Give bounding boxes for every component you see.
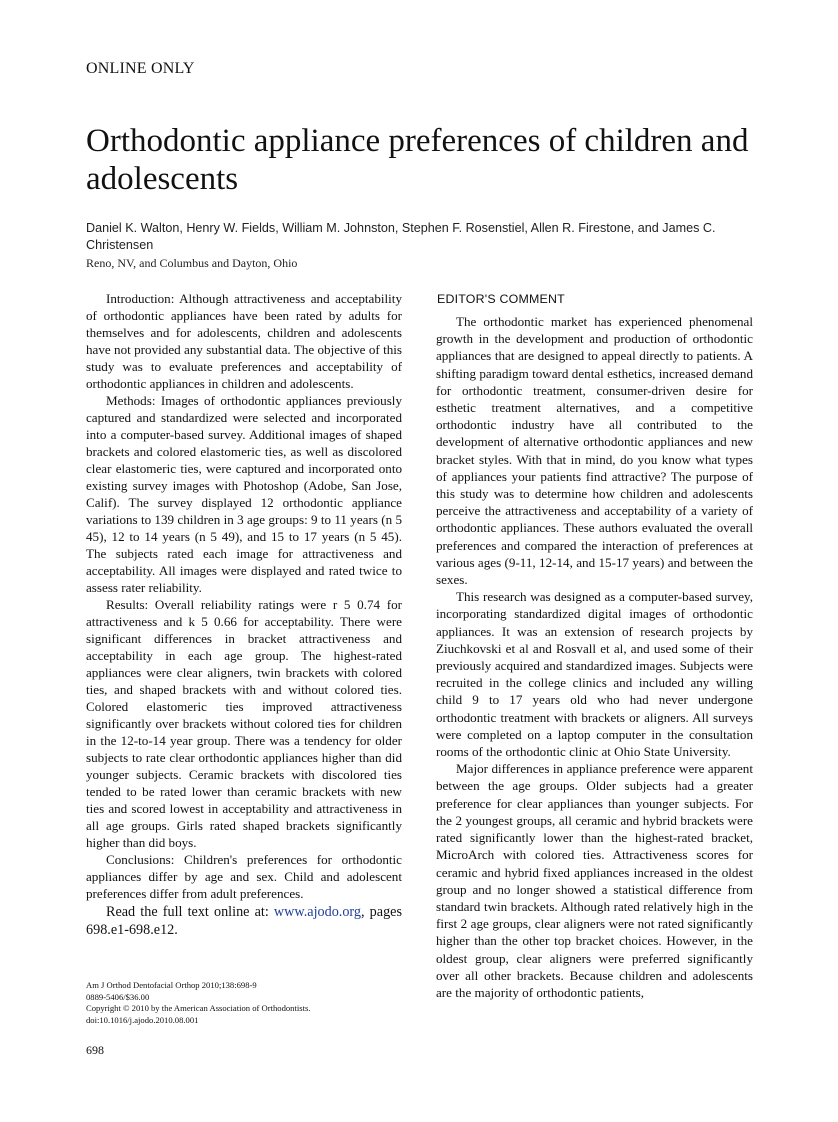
abstract-introduction: Introduction: Although attractiveness and acceptability of orthodontic appliances have been rated by adults for themselves and for adolescents, children and adolescents have not provided any substantial data. The objective of this study was to evaluate preferences and acceptability of orthodontic appliances in children and adolescents. bbox=[86, 291, 402, 391]
read-online-note bbox=[86, 903, 402, 939]
journal-citation: Am J Orthod Dentofacial Orthop 2010;138:698-9 bbox=[86, 980, 257, 990]
affiliation: Reno, NV, and Columbus and Dayton, Ohio bbox=[86, 256, 298, 270]
abstract-column bbox=[86, 290, 402, 939]
read-online-prefix: Read the full text online at: bbox=[106, 904, 274, 920]
section-label: ONLINE ONLY bbox=[86, 60, 195, 77]
editor-comment-heading: EDITOR'S COMMENT bbox=[437, 292, 565, 306]
author-list: Daniel K. Walton, Henry W. Fields, William M. Johnston, Stephen F. Rosenstiel, Allen R. Firestone, and James C. Christensen bbox=[86, 221, 716, 252]
page-number: 698 bbox=[86, 1043, 104, 1057]
issn: 0889-5406/$36.00 bbox=[86, 991, 150, 1002]
abstract-conclusions: Conclusions: Children's preferences for orthodontic appliances differ by age and sex. Child and adolescent preferences differ from adult preferences. bbox=[86, 852, 402, 901]
editor-paragraph: The orthodontic market has experienced phenomenal growth in the development and production of orthodontic appliances that are designed to appeal directly to patients. A shifting paradigm toward dental esthetics, increased demand for orthodontic treatment, consumer-driven desire for esthetic treatment alternatives, and a competitive orthodontic industry have all contributed to the development of alternative orthodontic appliances and new bracket styles. With that in mind, do you know what types of appliances your patients find attractive? The purpose of this study was to determine how children and adolescents perceive the attractiveness and acceptability of a variety of orthodontic appliances. These authors evaluated the overall preferences and compared the interaction of preferences at various ages (9-11, 12-14, and 15-17 years) and between the sexes. bbox=[436, 314, 753, 588]
abstract-methods: Methods: Images of orthodontic appliances previously captured and standardized were selected and incorporated into a computer-based survey. Additional images of shaped brackets and colored elastomeric ties, as well as discolored clear elastomeric ties, were captured and incorporated onto existing survey images with Photoshop (Adobe, San Jose, Calif). The survey displayed 12 orthodontic appliance variations to 139 children in 3 age groups: 9 to 11 years (n 5 45), 12 to 14 years (n 5 49), and 15 to 17 years (n 5 45). The subjects rated each image for attractiveness and acceptability. All images were displayed and rated twice to assess rater reliability. bbox=[86, 393, 402, 595]
editor-comment-column bbox=[436, 313, 753, 1001]
copyright: Copyright © 2010 by the American Association of Orthodontists. bbox=[86, 1003, 311, 1014]
article-title: Orthodontic appliance preferences of children and adolescents bbox=[86, 123, 749, 197]
editor-paragraph: Major differences in appliance preference were apparent between the age groups. Older subjects had a greater preference for clear appliances than younger subjects. For the 2 youngest groups, all ceramic and hybrid brackets were rated significantly lower than the highest-rated bracket, MicroArch with colored ties. Attractiveness scores for ceramic and hybrid fixed appliances increased in the oldest group and no longer showed a statistical difference from standard twin brackets. Although rated relatively high in the first 2 age groups, clear aligners were not rated significantly higher than the other top bracket choices. However, in the oldest group, clear aligners were preferred significantly over all other brackets. Because children and adolescents are the majority of orthodontic patients, bbox=[436, 761, 753, 1000]
read-online-suffix: , pages 698.e1-698.e12. bbox=[86, 904, 402, 938]
doi: doi:10.1016/j.ajodo.2010.08.001 bbox=[86, 1014, 199, 1025]
editor-paragraph: This research was designed as a computer-based survey, incorporating standardized digital images of orthodontic appliances. It was an extension of research projects by Ziuchkovski et al and Rosvall et al, and used some of their previously acquired and standardized images. Subjects were recruited in the college clinics and included any willing child 9 to 17 years old who had never undergone orthodontic treatment with brackets or aligners. All surveys were completed on a laptop computer in the consultation rooms of the orthodontic clinic at Ohio State University. bbox=[436, 589, 753, 760]
citation-block bbox=[86, 980, 406, 1026]
abstract-results: Results: Overall reliability ratings were r 5 0.74 for attractiveness and k 5 0.66 for acceptability. There were significant differences in bracket attractiveness and acceptability in each age group. The highest-rated appliances were clear aligners, twin brackets with colored ties, and shaped brackets with and without colored ties. Colored elastomeric ties improved attractiveness significantly over brackets without colored ties for children in the 12-to-14 year group. There was a tendency for older subjects to rate clear orthodontic appliances higher than did younger subjects. Ceramic brackets with discolored ties tended to be rated lower than ceramic brackets with new ties and scored lowest in acceptability and attractiveness in all age groups. Girls rated shaped brackets significantly higher than did boys. bbox=[86, 597, 402, 850]
ajodo-link[interactable]: www.ajodo.org bbox=[273, 904, 361, 920]
